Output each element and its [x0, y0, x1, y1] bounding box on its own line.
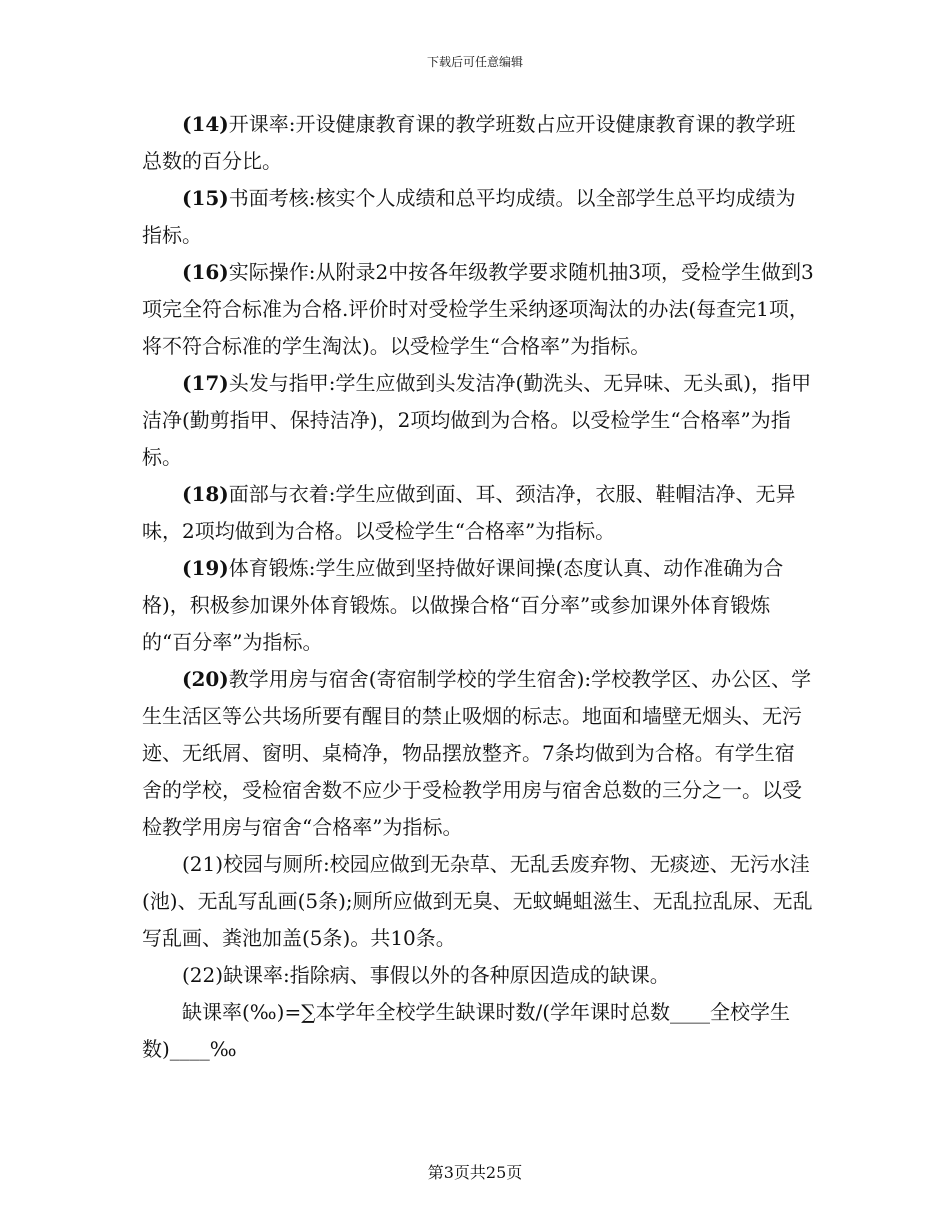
item-number: (22): [182, 963, 224, 987]
item-text: 头发与指甲:学生应做到头发洁净(勤洗头、无异味、无头虱)，指甲洁净(勤剪指甲、保持洁净)，2项均做到为合格。以受检学生“合格率”为指标。: [142, 371, 812, 469]
item-number: (16): [182, 260, 229, 284]
item-text: 教学用房与宿舍(寄宿制学校的学生宿舍):学校教学区、办公区、学生生活区等公共场所要有醒目的禁止吸烟的标志。地面和墙壁无烟头、无污迹、无纸屑、窗明、桌椅净，物品摆放整齐。7条均做到为合格。有学生宿舍的学校，受检宿舍数不应少于受检教学用房与宿舍总数的三分之一。以受检教学用房与宿舍“合格率”为指标。: [142, 667, 812, 839]
formula-line: [142, 994, 814, 1068]
list-item: [142, 365, 814, 476]
item-number: (18): [182, 482, 229, 506]
list-item: [142, 106, 814, 180]
list-item: [142, 180, 814, 254]
item-text: 缺课率(‰)=∑本学年全校学生缺课时数/(学年课时总数____全校学生数)____‰: [142, 1000, 791, 1061]
item-text: 校园与厕所:校园应做到无杂草、无乱丢废弃物、无痰迹、无污水洼(池)、无乱写乱画(5条);厕所应做到无臭、无蚊蝇蛆滋生、无乱拉乱尿、无乱写乱画、粪池加盖(5条)。共10条。: [142, 852, 813, 950]
item-number: (17): [182, 371, 229, 395]
list-item: [142, 957, 814, 994]
item-text: 书面考核:核实个人成绩和总平均成绩。以全部学生总平均成绩为指标。: [142, 186, 796, 247]
item-text: 实际操作:从附录2中按各年级教学要求随机抽3项，受检学生做到3项完全符合标准为合格.评价时对受检学生采纳逐项淘汰的办法(每查完1项，将不符合标准的学生淘汰)。以受检学生“合格率”为指标。: [142, 260, 814, 358]
page-footer: 第3页共25页: [427, 1163, 523, 1182]
item-text: 开课率:开设健康教育课的教学班数占应开设健康教育课的教学班总数的百分比。: [142, 112, 796, 173]
list-item: [142, 661, 814, 846]
list-item: [142, 846, 814, 957]
item-text: 缺课率:指除病、事假以外的各种原因造成的缺课。: [223, 963, 670, 987]
item-number: (20): [182, 667, 229, 691]
page-header: 下载后可任意编辑: [426, 55, 523, 69]
item-number: (14): [182, 112, 229, 136]
document-body: [142, 106, 814, 1068]
item-number: (15): [182, 186, 229, 210]
item-text: 面部与衣着:学生应做到面、耳、颈洁净，衣服、鞋帽洁净、无异味，2项均做到为合格。以受检学生“合格率”为指标。: [142, 482, 796, 543]
item-text: 体育锻炼:学生应做到坚持做好课间操(态度认真、动作准确为合格)，积极参加课外体育锻炼。以做操合格“百分率”或参加课外体育锻炼的“百分率”为指标。: [142, 556, 784, 654]
item-number: (21): [182, 852, 224, 876]
list-item: [142, 550, 814, 661]
list-item: [142, 476, 814, 550]
item-number: (19): [182, 556, 229, 580]
list-item: [142, 254, 814, 365]
